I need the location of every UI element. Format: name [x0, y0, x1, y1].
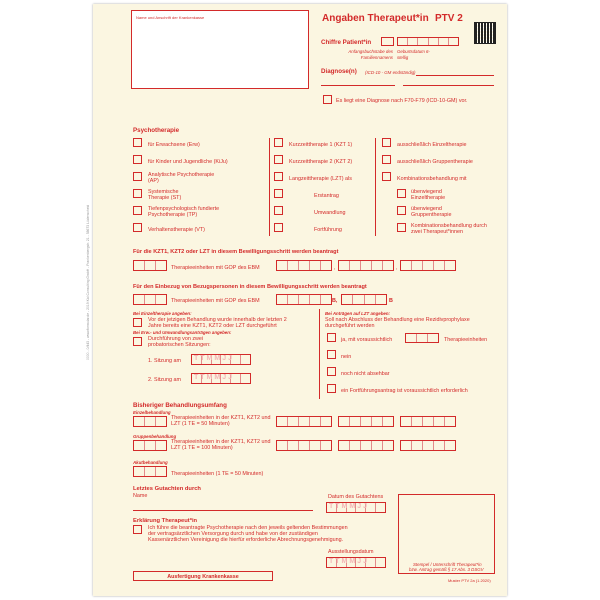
diagnose-sub: (ICD-10 - GM endständig)	[365, 70, 416, 75]
bezug-gop-1[interactable]	[276, 294, 332, 305]
ausfertigung-label: Ausfertigung Krankenkasse	[167, 574, 239, 580]
lzt-fortfuehrung: ein Fortführungsantrag ist voraussichtlich erforderlich	[341, 388, 468, 394]
gruppenbehandlung-title: Gruppenbehandlung	[133, 434, 177, 439]
checkbox-lzt-ja[interactable]	[327, 333, 336, 342]
checkbox-erw[interactable]	[133, 138, 142, 147]
akutbehandlung-title: Akutbehandlung	[133, 460, 168, 465]
label-erw: für Erwachsene (Erw)	[148, 142, 200, 148]
akut-text-row: Therapieeinheiten (1 TE = 50 Minuten)	[171, 471, 264, 477]
bezug-b2: B	[389, 298, 393, 304]
diagnose-line-2[interactable]	[321, 85, 395, 86]
einzelbehandlung-title: Einzelbehandlung	[133, 410, 171, 415]
bisheriger-title: Bisheriger Behandlungsumfang	[133, 402, 227, 409]
label-kombi: Kombinationsbehandlung mit	[397, 176, 467, 182]
checkbox-vorbehandlung[interactable]	[133, 318, 142, 327]
checkbox-fortfuehrung[interactable]	[274, 223, 283, 232]
lzt-title: Bei Anträgen auf LZT angeben:	[325, 311, 390, 316]
label-einzel: ausschließlich Einzeltherapie	[397, 142, 467, 148]
gruppe-text-row: Therapieeinheiten in der KZT1, KZT2 und LZT (1 TE = 100 Minuten)	[171, 439, 271, 451]
insurer-address-box[interactable]	[131, 10, 309, 89]
ausstellung-ghost: TTMMJJ	[329, 558, 369, 565]
label-ap: Analytische Psychotherapie (AP)	[148, 172, 215, 184]
sidebar-imprint: 0000 - 0/443 - www.formular.de - 2019 Kid Consulting GmbH - Frankenbergstr. 21 - 58673 Lüdenscheid	[86, 204, 90, 360]
label-kzt2: Kurzzeittherapie 2 (KZT 2)	[289, 159, 353, 165]
divider-1	[269, 138, 270, 236]
checkbox-umwandlung[interactable]	[274, 206, 283, 215]
lzt-einheiten-field[interactable]	[405, 333, 439, 343]
checkbox-kiju[interactable]	[133, 155, 142, 164]
akut-count[interactable]	[133, 466, 167, 477]
checkbox-kzt1[interactable]	[274, 138, 283, 147]
form-code: PTV 2	[435, 13, 463, 24]
checkbox-tp[interactable]	[133, 206, 142, 215]
label-ueberw-einzel: überwiegend Einzeltherapie	[411, 189, 446, 201]
checkbox-ueberw-einzel[interactable]	[397, 189, 406, 198]
ausstellung-label: Ausstellungsdatum	[328, 549, 374, 555]
stempel-label-1: Stempel / Unterschrift Therapeut*in	[413, 562, 482, 567]
checkbox-ueberw-gruppe[interactable]	[397, 206, 406, 215]
label-kombi-zwei: Kombinationsbehandlung durch zwei Therapeut*innen	[411, 223, 487, 235]
chiffre-label: Chiffre Patient*in	[321, 39, 372, 46]
erklaerung-text-1: Ich führe die beantragte Psychotherapie nach den jeweils geltenden Bestimmungen	[148, 525, 348, 531]
diagnose-label: Diagnose(n)	[321, 68, 357, 75]
einzel-gop-1[interactable]	[276, 416, 332, 427]
lzt-einheiten: Therapieeinheiten	[444, 337, 488, 343]
label-tp: Tiefenpsychologisch fundierte Psychotherapie (TP)	[148, 206, 220, 218]
sitzung1-label: 1. Sitzung am	[148, 358, 181, 364]
checkbox-probatorik[interactable]	[133, 337, 142, 346]
sitzung2-label: 2. Sitzung am	[148, 377, 181, 383]
label-umwandlung: Umwandlung	[314, 210, 346, 216]
bewilligung-comma-2: ,	[396, 265, 398, 271]
psychotherapie-title: Psychotherapie	[133, 127, 180, 134]
bewilligung-title: Für die KZT1, KZT2 oder LZT in diesem Bewilligungsschritt werden beantragt	[133, 249, 339, 255]
form-title: Angaben Therapeut*in	[322, 13, 429, 24]
f70-text: Es liegt eine Diagnose nach F70-F79 (ICD-10-GM) vor.	[336, 98, 468, 104]
divider-2	[375, 138, 376, 236]
gruppe-gop-3[interactable]	[400, 440, 456, 451]
erklaerung-title: Erklärung Therapeut*in	[133, 518, 198, 524]
ausfertigung-box	[133, 571, 273, 581]
gruppe-gop-1[interactable]	[276, 440, 332, 451]
diagnose-line-3[interactable]	[403, 85, 494, 86]
checkbox-kzt2[interactable]	[274, 155, 283, 164]
checkbox-ap[interactable]	[133, 172, 142, 181]
checkbox-vt[interactable]	[133, 223, 142, 232]
einzel-text: Vor der jetzigen Behandlung wurde innerhalb der letzten 2 Jahre bereits eine KZT1, KZT2 oder LZT durchgeführt	[148, 317, 287, 329]
einzel-gop-3[interactable]	[400, 416, 456, 427]
lzt-nein: nein	[341, 354, 352, 360]
bewilligung-gop-3[interactable]	[400, 260, 456, 271]
gutachten-name-line[interactable]	[133, 510, 313, 511]
erklaerung-text-3: Kassenärztlichen Vereinigung die hierfür erforderliche Abrechnungsgenehmigung.	[148, 537, 344, 543]
checkbox-erstantrag[interactable]	[274, 189, 283, 198]
erw-text: Durchführung von zwei probatorischen Sitzungen:	[148, 336, 211, 348]
label-ueberw-gruppe: überwiegend Gruppentherapie	[411, 206, 452, 218]
checkbox-lzt-absehbar[interactable]	[327, 367, 336, 376]
chiffre-sub-initial: Anfangsbuchstabe des Familiennamens	[348, 49, 393, 60]
bewilligung-gop-1[interactable]	[276, 260, 332, 271]
einzel-count[interactable]	[133, 416, 167, 427]
checkbox-kombi[interactable]	[382, 172, 391, 181]
bewilligung-gop-2[interactable]	[338, 260, 394, 271]
form-page	[93, 4, 507, 596]
chiffre-birthdate-field[interactable]	[397, 37, 459, 46]
sitzung2-ghost: TTMMJJ	[194, 374, 234, 381]
divider-lzt	[319, 309, 320, 399]
bezugspersonen-title: Für den Einbezug von Bezugspersonen in diesem Bewilligungsschritt werden beantragt	[133, 284, 367, 290]
stempel-box[interactable]	[398, 494, 495, 574]
chiffre-sub-birthdate: Geburtsdatum 6-stellig	[397, 49, 430, 60]
lzt-absehbar: noch nicht absehbar	[341, 371, 390, 377]
lzt-ja: ja, mit voraussichtlich	[341, 337, 393, 343]
checkbox-lzt-nein[interactable]	[327, 350, 336, 359]
bewilligung-comma-1: ,	[334, 265, 336, 271]
gutachten-title: Letztes Gutachten durch	[133, 486, 201, 492]
bezug-b1: B,	[332, 298, 338, 304]
checkbox-erklaerung[interactable]	[133, 525, 142, 534]
insurer-label: Name und Anschrift der Krankenkasse	[136, 15, 205, 20]
bezug-gop-2[interactable]	[341, 294, 387, 305]
label-gruppe: ausschließlich Gruppentherapie	[397, 159, 473, 165]
checkbox-gruppe[interactable]	[382, 155, 391, 164]
checkbox-kombi-zwei[interactable]	[397, 223, 406, 232]
bewilligung-label: Therapieeinheiten mit GOP des EBM	[171, 265, 260, 271]
label-lzt: Langzeittherapie (LZT) als	[289, 176, 352, 182]
erklaerung-text-2: der vertragsärztlichen Versorgung durch und habe von der zuständigen	[148, 531, 318, 537]
erw-title: Bei Erw.- und Umwandlungsanträgen angeben:	[133, 330, 232, 335]
label-erstantrag: Erstantrag	[314, 193, 339, 199]
checkbox-einzel[interactable]	[382, 138, 391, 147]
checkbox-lzt-fortfuehrung[interactable]	[327, 384, 336, 393]
einzel-text-row: Therapieeinheiten in der KZT1, KZT2 und LZT (1 TE = 50 Minuten)	[171, 415, 271, 427]
gruppe-gop-2[interactable]	[338, 440, 394, 451]
label-kiju: für Kinder und Jugendliche (KiJu)	[148, 159, 228, 165]
stempel-label-2: bzw. Antrag gemäß § 17 Abs. 3 DSGV	[409, 567, 484, 572]
label-st: Systemische Therapie (ST)	[148, 189, 182, 201]
bezug-label: Therapieeinheiten mit GOP des EBM	[171, 298, 260, 304]
einzel-gop-2[interactable]	[338, 416, 394, 427]
chiffre-initial-field[interactable]	[381, 37, 394, 46]
gutachten-datum-label: Datum des Gutachtens	[328, 494, 384, 500]
checkbox-lzt[interactable]	[274, 172, 283, 181]
checkbox-st[interactable]	[133, 189, 142, 198]
diagnose-line-1[interactable]	[416, 75, 494, 76]
muster-label: Muster PTV 2a (1.2020)	[448, 578, 491, 583]
einzel-title: Bei Einzeltherapie angeben:	[133, 311, 192, 316]
sitzung1-ghost: TTMMJJ	[194, 355, 234, 362]
gutachten-ghost: TTMMJJ	[329, 503, 369, 510]
label-fortfuehrung: Fortführung	[314, 227, 342, 233]
label-kzt1: Kurzzeittherapie 1 (KZT 1)	[289, 142, 353, 148]
f70-checkbox[interactable]	[323, 95, 332, 104]
gruppe-count[interactable]	[133, 440, 167, 451]
lzt-text: Soll nach Abschluss der Behandlung eine Rezidivprophylaxe durchgeführt werden	[325, 317, 470, 329]
bewilligung-count[interactable]	[133, 260, 167, 271]
bezug-count[interactable]	[133, 294, 167, 305]
qr-code	[474, 22, 496, 44]
gutachten-name-label: Name	[133, 493, 148, 499]
label-vt: Verhaltenstherapie (VT)	[148, 227, 205, 233]
